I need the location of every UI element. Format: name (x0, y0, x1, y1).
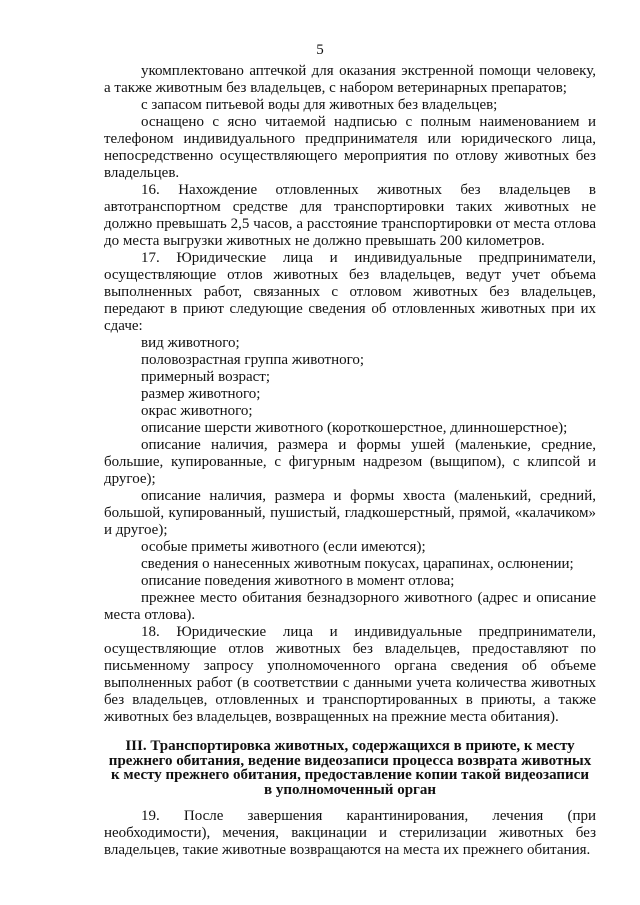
list-item: описание наличия, размера и формы ушей (маленькие, средние, большие, купированные, с фигурным надрезом (выщипом), с клипсой и другое); (104, 437, 596, 487)
paragraph: 16. Нахождение отловленных животных без владельцев в автотранспортном средстве для транспортировки таких животных не должно превышать 2,5 часов, а расстояние транспортировки от места отлова до места выгрузки животных не должно превышать 200 километров. (104, 182, 596, 249)
list-item: окрас животного; (141, 403, 253, 419)
list-item: описание наличия, размера и формы хвоста (маленький, средний, большой, купированный, пушистый, гладкошерстный, прямой, «калачиком» и другое); (104, 488, 596, 538)
list-item: вид животного; (141, 335, 240, 351)
page-number: 5 (316, 42, 324, 58)
list-item: описание поведения животного в момент отлова; (141, 573, 455, 589)
list-item: примерный возраст; (141, 369, 271, 385)
section-heading: III. Транспортировка животных, содержащихся в приюте, к месту прежнего обитания, ведение видеозаписи процесса возврата животных к месту прежнего обитания, предоставление копии такой видеозаписи в уполномоченный орган (108, 738, 592, 798)
paragraph: с запасом питьевой воды для животных без владельцев; (141, 97, 498, 113)
list-item: размер животного; (141, 386, 261, 402)
paragraph: 19. После завершения карантинирования, лечения (при необходимости), мечения, вакцинации и стерилизации животных без владельцев, такие животные возвращаются на места их прежнего обитания. (104, 808, 596, 858)
list-item: половозрастная группа животного; (141, 352, 365, 368)
list-item: описание шерсти животного (короткошерстное, длинношерстное); (141, 420, 568, 436)
list-item: сведения о нанесенных животным покусах, царапинах, ослюнении; (141, 556, 574, 572)
paragraph: 18. Юридические лица и индивидуальные предприниматели, осуществляющие отлов животных без владельцев, предоставляют по письменному запросу уполномоченного органа сведения об объеме выполненных работ (в соответствии с данными учета количества животных без владельцев, отловленных и транспортированных в приюты, а также животных без владельцев, возвращенных на прежние места обитания). (104, 624, 596, 725)
page-content (104, 63, 596, 859)
list-item: прежнее место обитания безнадзорного животного (адрес и описание места отлова). (104, 590, 596, 623)
paragraph: 17. Юридические лица и индивидуальные предприниматели, осуществляющие отлов животных без владельцев, ведут учет объема выполненных работ, связанных с отловом животных без владельцев, передают в приют следующие сведения об отловленных животных при их сдаче: (104, 250, 596, 334)
paragraph: укомплектовано аптечкой для оказания экстренной помощи человеку, а также животным без владельцев, с набором ветеринарных препаратов; (104, 63, 596, 96)
list-item: особые приметы животного (если имеются); (141, 539, 426, 555)
paragraph: оснащено с ясно читаемой надписью с полным наименованием и телефоном индивидуального предпринимателя или юридического лица, непосредственно осуществляющего мероприятия по отлову животных без владельцев. (104, 114, 596, 181)
